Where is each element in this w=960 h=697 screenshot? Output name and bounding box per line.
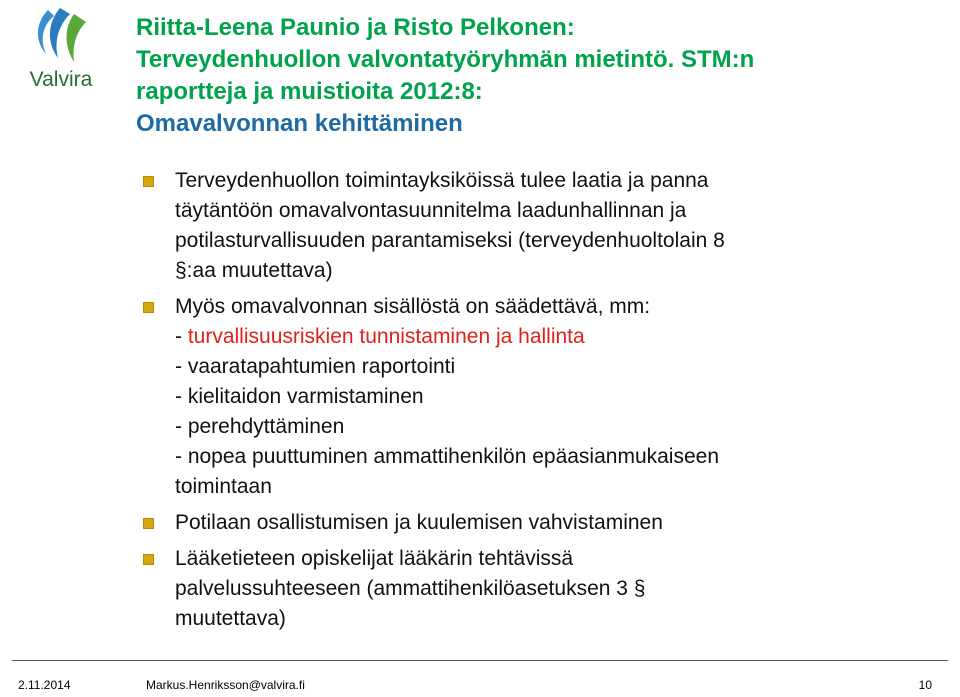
- bullet-line: täytäntöön omavalvontasuunnitelma laadunhallinnan ja: [175, 199, 687, 222]
- slide-body: [139, 166, 939, 640]
- bullet-line: Myös omavalvonnan sisällöstä on säädettävä, mm:: [175, 295, 651, 318]
- bullet-item: [139, 292, 939, 502]
- bullet-item: [139, 166, 939, 286]
- sub-item: toimintaan: [175, 475, 272, 498]
- footer-divider: [12, 660, 948, 661]
- bullet-line: potilasturvallisuuden parantamiseksi (terveydenhuoltolain 8: [175, 229, 725, 252]
- bullet-square-icon: [143, 554, 154, 565]
- bullet-line: Potilaan osallistumisen ja kuulemisen vahvistaminen: [175, 511, 663, 534]
- title-line-1: Riitta-Leena Paunio ja Risto Pelkonen:: [136, 14, 575, 41]
- footer-email: Markus.Henriksson@valvira.fi: [146, 678, 305, 692]
- title-line-4: Omavalvonnan kehittäminen: [136, 110, 463, 137]
- bullet-line: palvelussuhteeseen (ammattihenkilöasetuksen 3 §: [175, 577, 646, 600]
- bullet-line: §:aa muutettava): [175, 259, 333, 282]
- bullet-line: Lääketieteen opiskelijat lääkärin tehtävissä: [175, 547, 574, 570]
- sub-item: - perehdyttäminen: [175, 415, 345, 438]
- bullet-square-icon: [143, 176, 154, 187]
- bullet-square-icon: [143, 302, 154, 313]
- footer-date: 2.11.2014: [18, 678, 71, 692]
- bullet-item: [139, 508, 939, 538]
- sub-item: - turvallisuusriskien tunnistaminen ja hallinta: [175, 325, 585, 348]
- page-number: 10: [918, 678, 932, 692]
- bullet-line: muutettava): [175, 607, 286, 630]
- logo-text: Valvira: [29, 68, 93, 91]
- title-line-3: raportteja ja muistioita 2012:8:: [136, 78, 483, 105]
- highlighted-item: turvallisuusriskien tunnistaminen ja hallinta: [187, 325, 585, 348]
- title-line-2: Terveydenhuollon valvontatyöryhmän mietintö. STM:n: [136, 46, 755, 73]
- valvira-logo-icon: [28, 6, 94, 68]
- valvira-logo: [8, 6, 114, 106]
- sub-item: - vaaratapahtumien raportointi: [175, 355, 456, 378]
- bullet-square-icon: [143, 518, 154, 529]
- bullet-line: Terveydenhuollon toimintayksiköissä tulee laatia ja panna: [175, 169, 709, 192]
- sub-item: - kielitaidon varmistaminen: [175, 385, 424, 408]
- sub-item: - nopea puuttuminen ammattihenkilön epäasianmukaiseen: [175, 445, 720, 468]
- slide-title: [136, 12, 946, 140]
- bullet-item: [139, 544, 939, 634]
